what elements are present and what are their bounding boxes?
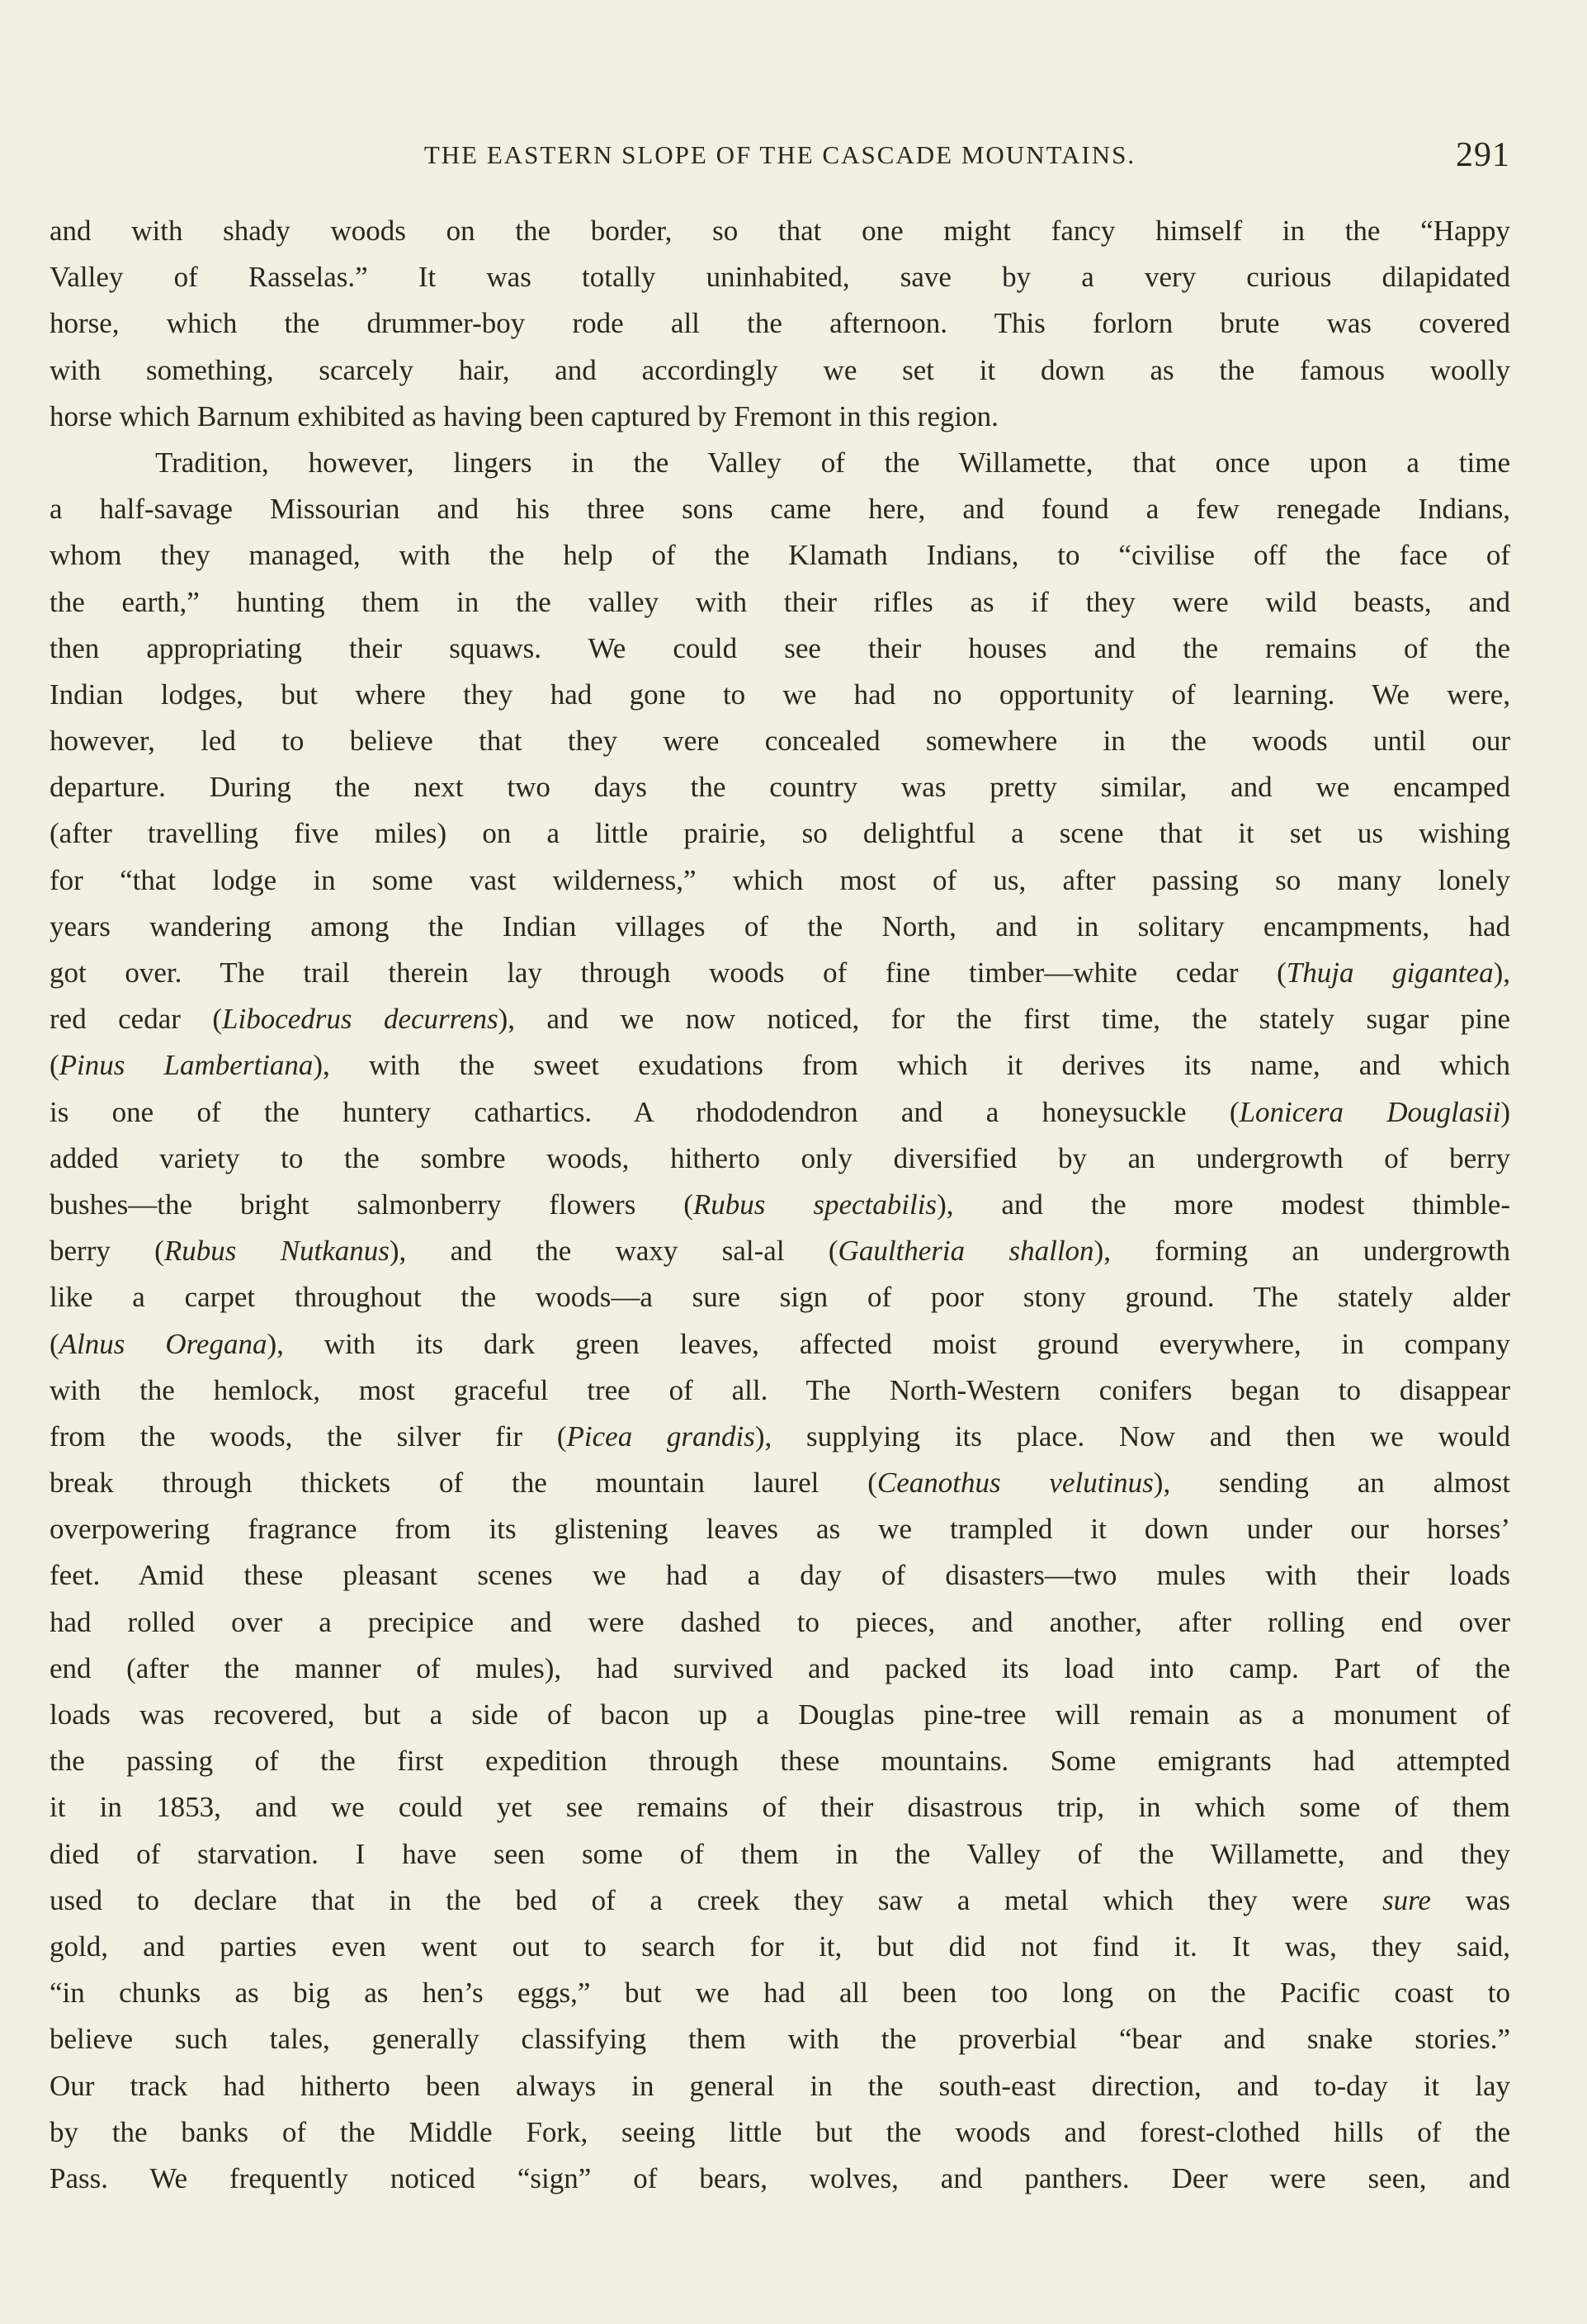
text-line [50, 672, 1510, 718]
text-run: feet. Amid these pleasant scenes we had a day of disasters—two mules with their loads [50, 1559, 1510, 1592]
text-run: Valley of Rasselas.” It was totally uninhabited, save by a very curious dilapidated [50, 261, 1510, 294]
text-run: had rolled over a precipice and were dashed to pieces, and another, after rolling end over [50, 1605, 1510, 1638]
text-run: by the banks of the Middle Fork, seeing little but the woods and forest-clothed hills of the [50, 2115, 1510, 2148]
italic-term: Lonicera Douglasii [1239, 1095, 1501, 1128]
text-line [50, 347, 1510, 394]
text-run: then appropriating their squaws. We could see their houses and the remains of the [50, 631, 1510, 664]
text-run: ( [50, 1049, 59, 1082]
text-line [50, 1970, 1510, 2016]
text-line [50, 1321, 1510, 1367]
text-run: Pass. We frequently noticed “sign” of bears, wolves, and panthers. Deer were seen, and [50, 2161, 1510, 2194]
text-line [50, 2109, 1510, 2156]
text-run: ), and we now noticed, for the first time, the stately sugar pine [498, 1003, 1510, 1036]
text-line [50, 1599, 1510, 1646]
running-head: THE EASTERN SLOPE OF THE CASCADE MOUNTAINS. [423, 140, 1136, 169]
text-run: the passing of the first expedition through these mountains. Some emigrants had attempted [50, 1745, 1510, 1778]
page-number: 291 [1456, 136, 1510, 174]
italic-term: Thuja gigantea [1286, 957, 1494, 989]
text-run: it in 1853, and we could yet see remains of their disastrous trip, in which some of them [50, 1791, 1510, 1824]
text-run: Our track had hitherto been always in general in the south-east direction, and to-day it lay [50, 2069, 1510, 2102]
text-line [50, 1228, 1510, 1274]
italic-term: Rubus spectabilis [692, 1188, 938, 1221]
text-run: red cedar ( [50, 1003, 223, 1036]
text-line [50, 394, 1510, 440]
italic-term: Alnus Oregana [59, 1327, 267, 1360]
text-run: whom they managed, with the help of the Klamath Indians, to “civilise off the face of [50, 539, 1510, 572]
text-line [50, 208, 1510, 254]
italic-term: Pinus Lambertiana [59, 1049, 314, 1082]
text-run: ), [1493, 957, 1510, 989]
text-run: horse which Barnum exhibited as having been captured by Fremont in this region. [50, 399, 999, 432]
text-run: Tradition, however, lingers in the Valley of the Willamette, that once upon a time [155, 446, 1510, 479]
italic-term: Rubus Nutkanus [163, 1235, 390, 1268]
body-text [50, 208, 1510, 2202]
text-line [50, 440, 1510, 486]
text-line [50, 1878, 1510, 1924]
text-run: (after travelling five miles) on a little prairie, so delightful a scene that it set us wishing [50, 817, 1510, 850]
text-run: like a carpet throughout the woods—a sure sign of poor stony ground. The stately alder [50, 1281, 1510, 1314]
text-line [50, 996, 1510, 1042]
text-line [50, 1552, 1510, 1599]
text-run: with the hemlock, most graceful tree of all. The North-Western conifers began to disappear [50, 1373, 1510, 1406]
text-run: ( [50, 1327, 59, 1360]
text-line [50, 1182, 1510, 1228]
text-line [50, 626, 1510, 672]
text-line [50, 2156, 1510, 2202]
text-run: overpowering fragrance from its glistening leaves as we trampled it down under our horses’ [50, 1513, 1510, 1546]
text-line [50, 1738, 1510, 1784]
text-run: bushes—the bright salmonberry flowers ( [50, 1188, 693, 1221]
text-run: and with shady woods on the border, so that one might fancy himself in the “Happy [50, 215, 1510, 247]
page-header [50, 135, 1510, 178]
text-line [50, 1274, 1510, 1320]
text-run: departure. During the next two days the country was pretty similar, and we encamped [50, 771, 1510, 804]
text-run: ), forming an undergrowth [1093, 1235, 1510, 1268]
text-line [50, 300, 1510, 347]
text-run: loads was recovered, but a side of bacon up a Douglas pine-tree will remain as a monument of [50, 1698, 1510, 1731]
text-run: ), supplying its place. Now and then we would [754, 1419, 1511, 1452]
text-line [50, 904, 1510, 950]
text-run: died of starvation. I have seen some of them in the Valley of the Willamette, and they [50, 1837, 1510, 1870]
italic-term: Libocedrus decurrens [222, 1003, 498, 1036]
text-run: for “that lodge in some vast wilderness,” which most of us, after passing so many lonely [50, 863, 1510, 896]
text-line [50, 1367, 1510, 1414]
text-run: horse, which the drummer-boy rode all the afternoon. This forlorn brute was covered [50, 307, 1510, 340]
italic-term: Ceanothus velutinus [876, 1467, 1154, 1500]
text-run: the earth,” hunting them in the valley with their rifles as if they were wild beasts, and [50, 585, 1510, 618]
text-line [50, 1831, 1510, 1878]
text-line [50, 486, 1510, 532]
text-line [50, 1414, 1510, 1460]
text-run: was [1430, 1883, 1510, 1916]
text-run: ), with its dark green leaves, affected moist ground everywhere, in company [267, 1327, 1511, 1360]
text-run: “in chunks as big as hen’s eggs,” but we had all been too long on the Pacific coast to [50, 1977, 1510, 2010]
text-line [50, 1924, 1510, 1970]
text-line [50, 810, 1510, 857]
text-line [50, 1136, 1510, 1182]
text-run: end (after the manner of mules), had survived and packed its load into camp. Part of the [50, 1651, 1510, 1684]
text-line [50, 1692, 1510, 1738]
text-line [50, 2063, 1510, 2109]
text-run: years wandering among the Indian villages of the North, and in solitary encampments, had [50, 909, 1510, 942]
text-line [50, 764, 1510, 810]
text-line [50, 254, 1510, 300]
text-run: a half-savage Missourian and his three sons came here, and found a few renegade Indians, [50, 493, 1510, 526]
italic-term: Gaultheria shallon [838, 1235, 1094, 1268]
text-line [50, 2016, 1510, 2062]
text-line [50, 1042, 1510, 1089]
text-line [50, 1460, 1510, 1506]
text-run: berry ( [50, 1235, 164, 1268]
text-run: believe such tales, generally classifying them with the proverbial “bear and snake stories.” [50, 2023, 1510, 2056]
text-run: is one of the huntery cathartics. A rhododendron and a honeysuckle ( [50, 1095, 1240, 1128]
text-run: ), and the waxy sal-al ( [389, 1235, 838, 1268]
text-line [50, 857, 1510, 904]
text-run: however, led to believe that they were concealed somewhere in the woods until our [50, 725, 1510, 758]
text-run: from the woods, the silver fir ( [50, 1419, 567, 1452]
text-line [50, 579, 1510, 626]
text-line [50, 950, 1510, 996]
text-line [50, 718, 1510, 764]
text-line [50, 532, 1510, 579]
italic-term: Picea grandis [566, 1419, 755, 1452]
text-run: added variety to the sombre woods, hitherto only diversified by an undergrowth of berry [50, 1141, 1510, 1174]
text-run: used to declare that in the bed of a creek they saw a metal which they were [50, 1883, 1382, 1916]
text-line [50, 1784, 1510, 1830]
text-run: with something, scarcely hair, and accordingly we set it down as the famous woolly [50, 353, 1510, 386]
text-run: gold, and parties even went out to search for it, but did not find it. It was, they said, [50, 1930, 1510, 1963]
text-run: ), with the sweet exudations from which it derives its name, and which [313, 1049, 1510, 1082]
text-line [50, 1646, 1510, 1692]
text-run: ), sending an almost [1153, 1467, 1510, 1500]
text-run: break through thickets of the mountain laurel ( [50, 1467, 877, 1500]
italic-term: sure [1382, 1883, 1431, 1916]
text-line [50, 1506, 1510, 1552]
text-run: Indian lodges, but where they had gone to we had no opportunity of learning. We were, [50, 678, 1510, 711]
text-run: ), and the more modest thimble- [937, 1188, 1510, 1221]
text-run: ) [1500, 1095, 1510, 1128]
text-run: got over. The trail therein lay through woods of fine timber—white cedar ( [50, 957, 1287, 989]
text-line [50, 1089, 1510, 1136]
